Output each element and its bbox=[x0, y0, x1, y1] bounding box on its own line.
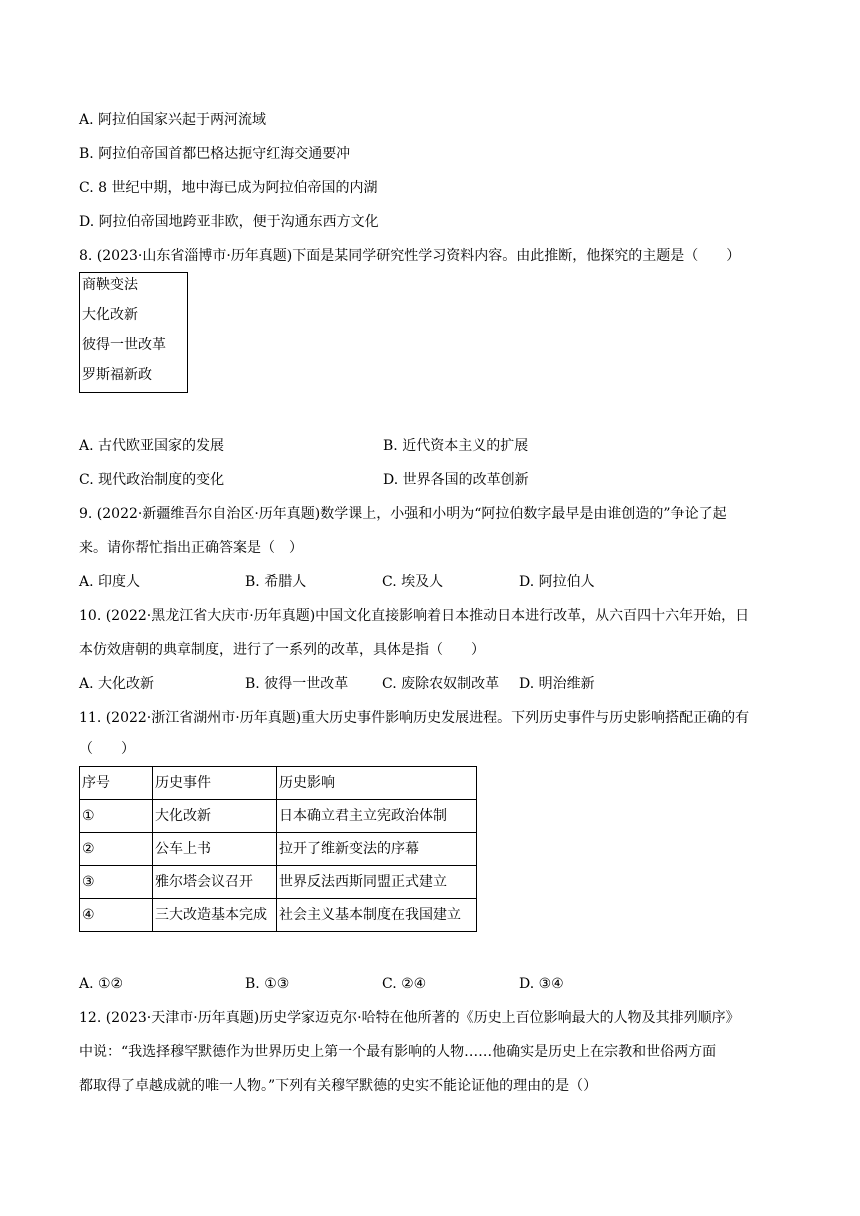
q7-option-c[interactable]: C. 8 世纪中期，地中海已成为阿拉伯帝国的内湖 bbox=[79, 180, 378, 196]
q11-option-a[interactable]: A. ①② bbox=[79, 976, 124, 992]
q8-option-d[interactable]: D. 世界各国的改革创新 bbox=[383, 472, 529, 488]
q10-stem-line2: 本仿效唐朝的典章制度，进行了一系列的改革，具体是指（ ） bbox=[79, 642, 485, 658]
q9-option-a[interactable]: A. 印度人 bbox=[79, 574, 141, 590]
table-cell: 雅尔塔会议召开 bbox=[153, 866, 277, 899]
q12-stem-line3: 都取得了卓越成就的唯一人物。”下列有关穆罕默德的史实不能论证他的理由的是（） bbox=[79, 1078, 598, 1094]
q8-box-item: 彼得一世改革 bbox=[82, 337, 166, 353]
table-cell: ④ bbox=[80, 899, 153, 932]
table-row bbox=[80, 899, 477, 932]
table-row bbox=[80, 833, 477, 866]
q9-stem-line2: 来。请你帮忙指出正确答案是（ ） bbox=[79, 540, 303, 556]
q9-stem-line1: 9. (2022·新疆维吾尔自治区·历年真题)数学课上，小强和小明为“阿拉伯数字最早是由谁创造的”争论了起 bbox=[79, 506, 727, 522]
q10-option-a[interactable]: A. 大化改新 bbox=[79, 676, 155, 692]
table-row bbox=[80, 800, 477, 833]
q8-option-b[interactable]: B. 近代资本主义的扩展 bbox=[383, 438, 529, 454]
q9-option-b[interactable]: B. 希腊人 bbox=[245, 574, 307, 590]
q9-option-c[interactable]: C. 埃及人 bbox=[382, 574, 444, 590]
q11-stem-line2: （ ） bbox=[79, 741, 135, 757]
q11-option-c[interactable]: C. ②④ bbox=[382, 976, 427, 992]
q8-stem: 8. (2023·山东省淄博市·历年真题)下面是某同学研究性学习资料内容。由此推断，他探究的主题是（ ） bbox=[79, 248, 741, 264]
q8-box-item: 商鞅变法 bbox=[82, 277, 138, 293]
table-header-cell: 历史事件 bbox=[153, 767, 277, 800]
q8-option-a[interactable]: A. 古代欧亚国家的发展 bbox=[79, 438, 225, 454]
q10-option-b[interactable]: B. 彼得一世改革 bbox=[245, 676, 349, 692]
table-cell: 世界反法西斯同盟正式建立 bbox=[277, 866, 477, 899]
table-row bbox=[80, 866, 477, 899]
table-cell: ① bbox=[80, 800, 153, 833]
q10-stem-line1: 10. (2022·黑龙江省大庆市·历年真题)中国文化直接影响着日本推动日本进行改革，从六百四十六年开始，日 bbox=[79, 608, 750, 624]
q10-option-c[interactable]: C. 废除农奴制改革 bbox=[382, 676, 500, 692]
q7-option-a[interactable]: A. 阿拉伯国家兴起于两河流域 bbox=[79, 112, 267, 128]
q8-box-item: 大化改新 bbox=[82, 307, 138, 323]
table-cell: 公车上书 bbox=[153, 833, 277, 866]
q8-material-box bbox=[79, 272, 188, 393]
q11-stem-line1: 11. (2022·浙江省湖州市·历年真题)重大历史事件影响历史发展进程。下列历史事件与历史影响搭配正确的有 bbox=[79, 710, 750, 726]
q7-option-d[interactable]: D. 阿拉伯帝国地跨亚非欧，便于沟通东西方文化 bbox=[79, 214, 379, 230]
q11-option-d[interactable]: D. ③④ bbox=[519, 976, 564, 992]
q7-option-b[interactable]: B. 阿拉伯帝国首都巴格达扼守红海交通要冲 bbox=[79, 146, 351, 162]
q11-table bbox=[79, 766, 477, 932]
table-cell: 三大改造基本完成 bbox=[153, 899, 277, 932]
q11-option-b[interactable]: B. ①③ bbox=[245, 976, 290, 992]
table-cell: 社会主义基本制度在我国建立 bbox=[277, 899, 477, 932]
table-cell: 日本确立君主立宪政治体制 bbox=[277, 800, 477, 833]
q8-box-item: 罗斯福新政 bbox=[82, 367, 152, 383]
table-header-cell: 历史影响 bbox=[277, 767, 477, 800]
table-cell: ③ bbox=[80, 866, 153, 899]
table-header-row bbox=[80, 767, 477, 800]
table-cell: ② bbox=[80, 833, 153, 866]
q10-option-d[interactable]: D. 明治维新 bbox=[519, 676, 595, 692]
q8-option-c[interactable]: C. 现代政治制度的变化 bbox=[79, 472, 225, 488]
table-header-cell: 序号 bbox=[80, 767, 153, 800]
q12-stem-line2: 中说：“我选择穆罕默德作为世界历史上第一个最有影响的人物……他确实是历史上在宗教和世俗两方面 bbox=[79, 1044, 717, 1060]
table-cell: 拉开了维新变法的序幕 bbox=[277, 833, 477, 866]
q12-stem-line1: 12. (2023·天津市·历年真题)历史学家迈克尔·哈特在他所著的《历史上百位影响最大的人物及其排列顺序》 bbox=[79, 1010, 740, 1026]
table-cell: 大化改新 bbox=[153, 800, 277, 833]
q9-option-d[interactable]: D. 阿拉伯人 bbox=[519, 574, 595, 590]
